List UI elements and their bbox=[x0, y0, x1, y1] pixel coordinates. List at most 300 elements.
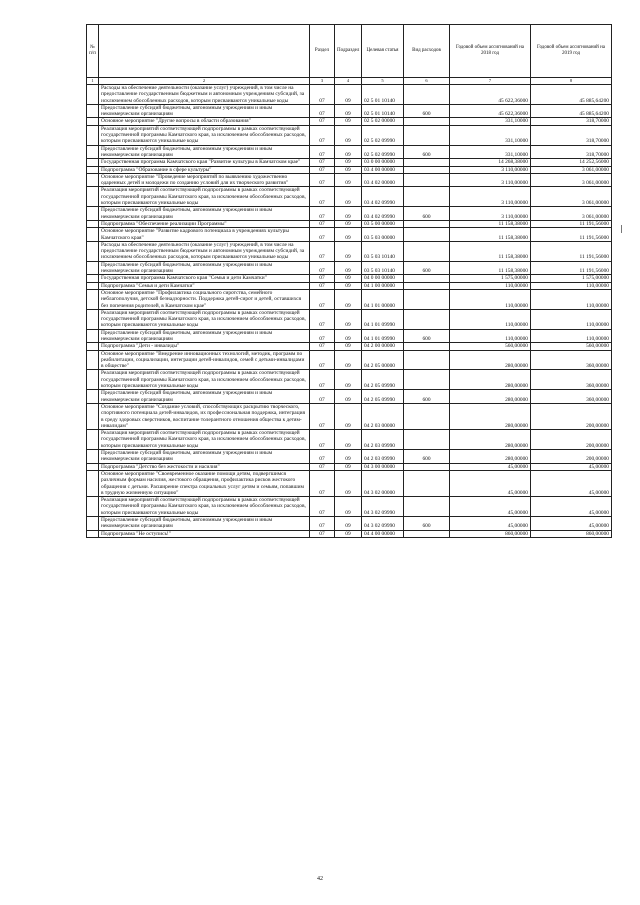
row-value-2018: 110,00000 bbox=[450, 309, 531, 329]
row-value-2019: 45 885,64200 bbox=[531, 104, 612, 118]
row-value-2019: 110,00000 bbox=[531, 289, 612, 309]
table-row bbox=[87, 390, 612, 404]
row-value-2019: 11 191,56000 bbox=[531, 228, 612, 242]
row-target-code: 03 5 03 10140 bbox=[362, 261, 404, 275]
table-row bbox=[87, 309, 612, 329]
table-row bbox=[87, 343, 612, 350]
row-vid: 600 bbox=[404, 450, 450, 464]
table-row bbox=[87, 241, 612, 261]
row-razdel: 07 bbox=[310, 450, 335, 464]
column-number: 8 bbox=[531, 78, 612, 85]
row-name: Предоставление субсидий бюджетным, автономным учреждениям и иным некоммерческим организациям bbox=[99, 207, 310, 221]
table-row bbox=[87, 187, 612, 207]
table-row bbox=[87, 403, 612, 429]
row-target-code: 04 2 03 09990 bbox=[362, 430, 404, 450]
row-name: Основное мероприятие "Создание условий, способствующих раскрытию творческого, спортивного потенциала детей-инвалидов, их профессиональная поддержка, интеграция в среду здоровых сверстников, воспитание толерантного отношения общества к детям-инвалидам" bbox=[99, 403, 310, 429]
row-name: Подпрограмма "Семья и дети Камчатки" bbox=[99, 282, 310, 289]
row-vid: 600 bbox=[404, 104, 450, 118]
row-num bbox=[87, 85, 99, 105]
row-target-code: 04 2 00 00000 bbox=[362, 343, 404, 350]
row-target-code: 04 1 01 09990 bbox=[362, 309, 404, 329]
row-num bbox=[87, 370, 99, 390]
row-value-2019: 3 061,00000 bbox=[531, 166, 612, 173]
table-row bbox=[87, 261, 612, 275]
row-target-code: 02 5 01 10140 bbox=[362, 85, 404, 105]
row-value-2019: 860,00000 bbox=[531, 530, 612, 537]
table-row bbox=[87, 282, 612, 289]
row-value-2019: 14 252,56000 bbox=[531, 159, 612, 166]
row-value-2019: 45,00000 bbox=[531, 517, 612, 531]
row-value-2019: 110,00000 bbox=[531, 309, 612, 329]
header-2019: Годовой объем ассигнований на 2019 год bbox=[531, 25, 612, 78]
row-name: Предоставление субсидий бюджетным, автономным учреждениям и иным некоммерческим организациям bbox=[99, 145, 310, 159]
row-value-2018: 110,00000 bbox=[450, 289, 531, 309]
table-row bbox=[87, 228, 612, 242]
row-num bbox=[87, 159, 99, 166]
row-target-code: 03 5 03 00000 bbox=[362, 228, 404, 242]
row-target-code: 03 4 02 09990 bbox=[362, 207, 404, 221]
row-num bbox=[87, 450, 99, 464]
row-value-2018: 3 110,00000 bbox=[450, 166, 531, 173]
row-num bbox=[87, 207, 99, 221]
row-vid bbox=[404, 530, 450, 537]
row-vid: 600 bbox=[404, 145, 450, 159]
row-name: Реализация мероприятий соответствующей подпрограммы в рамках соответствующей государственной программы Камчатского края, за исключением обособленных расходов, которым присваиваются уникальные коды bbox=[99, 125, 310, 145]
row-razdel: 07 bbox=[310, 118, 335, 125]
row-value-2019: 560,00000 bbox=[531, 343, 612, 350]
row-target-code: 04 3 02 09990 bbox=[362, 497, 404, 517]
row-podrazdel: 09 bbox=[335, 261, 362, 275]
row-name: Государственная программа Камчатского края "Семья и дети Камчатки" bbox=[99, 275, 310, 282]
table-row bbox=[87, 463, 612, 470]
row-value-2019: 200,00000 bbox=[531, 403, 612, 429]
row-num bbox=[87, 329, 99, 343]
row-podrazdel: 09 bbox=[335, 309, 362, 329]
table-row bbox=[87, 497, 612, 517]
row-target-code: 04 3 02 00000 bbox=[362, 470, 404, 496]
row-razdel: 07 bbox=[310, 261, 335, 275]
row-vid bbox=[404, 85, 450, 105]
row-value-2019: 110,00000 bbox=[531, 282, 612, 289]
row-num bbox=[87, 104, 99, 118]
scan-edge-mark bbox=[621, 225, 622, 233]
row-podrazdel: 09 bbox=[335, 289, 362, 309]
row-vid: 600 bbox=[404, 390, 450, 404]
row-num bbox=[87, 187, 99, 207]
row-podrazdel: 09 bbox=[335, 370, 362, 390]
column-number-row bbox=[87, 78, 612, 85]
row-name: Предоставление субсидий бюджетным, автономным учреждениям и иным некоммерческим организациям bbox=[99, 104, 310, 118]
row-value-2019: 360,00000 bbox=[531, 390, 612, 404]
row-target-code: 04 2 03 09990 bbox=[362, 450, 404, 464]
row-razdel: 07 bbox=[310, 166, 335, 173]
row-num bbox=[87, 220, 99, 227]
row-razdel: 07 bbox=[310, 463, 335, 470]
row-value-2018: 45 622,36000 bbox=[450, 104, 531, 118]
row-podrazdel: 09 bbox=[335, 187, 362, 207]
table-row bbox=[87, 275, 612, 282]
row-name: Государственная программа Камчатского края "Развитие культуры в Камчатском крае" bbox=[99, 159, 310, 166]
row-podrazdel: 09 bbox=[335, 85, 362, 105]
row-vid bbox=[404, 241, 450, 261]
column-number: 4 bbox=[335, 78, 362, 85]
table-row bbox=[87, 159, 612, 166]
row-name: Основное мероприятие "Внедрение инновационных технологий, методик, программ по реабилитации, социализации, интеграции детей-инвалидов, семей с детьми-инвалидами в обществе" bbox=[99, 350, 310, 370]
row-razdel: 07 bbox=[310, 329, 335, 343]
row-vid bbox=[404, 350, 450, 370]
row-vid: 600 bbox=[404, 261, 450, 275]
row-name: Реализация мероприятий соответствующей подпрограммы в рамках соответствующей государственной программы Камчатского края, за исключением обособленных расходов, которым присваиваются уникальные коды bbox=[99, 309, 310, 329]
row-value-2018: 11 158,38000 bbox=[450, 261, 531, 275]
row-value-2018: 45,00000 bbox=[450, 463, 531, 470]
row-num bbox=[87, 125, 99, 145]
table-row bbox=[87, 220, 612, 227]
row-podrazdel: 09 bbox=[335, 430, 362, 450]
row-target-code: 03 5 00 00000 bbox=[362, 220, 404, 227]
row-value-2018: 280,00000 bbox=[450, 350, 531, 370]
row-value-2018: 11 158,38000 bbox=[450, 220, 531, 227]
row-name: Реализация мероприятий соответствующей подпрограммы в рамках соответствующей государственной программы Камчатского края, за исключением обособленных расходов, которым присваиваются уникальные коды bbox=[99, 430, 310, 450]
row-name: Реализация мероприятий соответствующей подпрограммы в рамках соответствующей государственной программы Камчатского края, за исключением обособленных расходов, которым присваиваются уникальные коды bbox=[99, 497, 310, 517]
row-name: Основное мероприятие "Развитие кадрового потенциала в учреждениях культуры Камчатского края" bbox=[99, 228, 310, 242]
row-value-2018: 331,10000 bbox=[450, 145, 531, 159]
row-value-2019: 1 575,00000 bbox=[531, 275, 612, 282]
row-value-2019: 318,70000 bbox=[531, 118, 612, 125]
row-num bbox=[87, 390, 99, 404]
row-razdel: 07 bbox=[310, 289, 335, 309]
row-value-2018: 280,00000 bbox=[450, 390, 531, 404]
row-target-code: 04 1 00 00000 bbox=[362, 282, 404, 289]
row-vid bbox=[404, 470, 450, 496]
row-target-code: 03 4 02 00000 bbox=[362, 173, 404, 187]
row-num bbox=[87, 517, 99, 531]
table-row bbox=[87, 289, 612, 309]
row-podrazdel: 09 bbox=[335, 220, 362, 227]
row-razdel: 07 bbox=[310, 309, 335, 329]
header-razdel: Раздел bbox=[310, 25, 335, 78]
row-razdel: 07 bbox=[310, 403, 335, 429]
row-vid bbox=[404, 118, 450, 125]
row-value-2018: 331,10000 bbox=[450, 118, 531, 125]
row-razdel: 07 bbox=[310, 145, 335, 159]
table-row bbox=[87, 530, 612, 537]
row-razdel: 07 bbox=[310, 530, 335, 537]
row-razdel: 07 bbox=[310, 220, 335, 227]
row-value-2018: 280,00000 bbox=[450, 430, 531, 450]
row-target-code: 04 2 05 09990 bbox=[362, 390, 404, 404]
row-vid bbox=[404, 403, 450, 429]
column-number: 3 bbox=[310, 78, 335, 85]
row-name: Предоставление субсидий бюджетным, автономным учреждениям и иным некоммерческим организациям bbox=[99, 517, 310, 531]
row-value-2018: 11 158,38000 bbox=[450, 241, 531, 261]
row-value-2019: 45,00000 bbox=[531, 497, 612, 517]
row-name: Предоставление субсидий бюджетным, автономным учреждениям и иным некоммерческим организациям bbox=[99, 261, 310, 275]
row-value-2018: 110,00000 bbox=[450, 329, 531, 343]
table-row bbox=[87, 350, 612, 370]
row-target-code: 03 4 00 00000 bbox=[362, 166, 404, 173]
header-row bbox=[87, 25, 612, 78]
row-vid bbox=[404, 125, 450, 145]
row-num bbox=[87, 145, 99, 159]
row-num bbox=[87, 497, 99, 517]
row-podrazdel: 09 bbox=[335, 390, 362, 404]
row-value-2019: 45,00000 bbox=[531, 470, 612, 496]
row-value-2018: 280,00000 bbox=[450, 450, 531, 464]
row-podrazdel: 09 bbox=[335, 282, 362, 289]
row-value-2019: 360,00000 bbox=[531, 350, 612, 370]
row-razdel: 07 bbox=[310, 282, 335, 289]
row-razdel: 07 bbox=[310, 497, 335, 517]
row-podrazdel: 09 bbox=[335, 517, 362, 531]
row-target-code: 04 3 00 00000 bbox=[362, 463, 404, 470]
row-value-2019: 200,00000 bbox=[531, 430, 612, 450]
row-razdel: 07 bbox=[310, 430, 335, 450]
row-value-2018: 560,00000 bbox=[450, 343, 531, 350]
row-vid bbox=[404, 370, 450, 390]
row-value-2019: 3 061,00000 bbox=[531, 207, 612, 221]
header-2018: Годовой объем ассигнований на 2018 год bbox=[450, 25, 531, 78]
row-razdel: 07 bbox=[310, 370, 335, 390]
row-name: Подпрограмма "Дети - инвалиды" bbox=[99, 343, 310, 350]
row-value-2018: 3 110,00000 bbox=[450, 173, 531, 187]
row-podrazdel: 09 bbox=[335, 497, 362, 517]
row-vid bbox=[404, 282, 450, 289]
column-number: 7 bbox=[450, 78, 531, 85]
row-razdel: 07 bbox=[310, 104, 335, 118]
row-value-2018: 331,10000 bbox=[450, 125, 531, 145]
row-name: Основное мероприятие "Проведение мероприятий по выявлению художественно одаренных детей и молодежи по созданию условий для их творческого развития" bbox=[99, 173, 310, 187]
row-vid bbox=[404, 497, 450, 517]
table-row bbox=[87, 166, 612, 173]
row-value-2019: 360,00000 bbox=[531, 370, 612, 390]
row-razdel: 07 bbox=[310, 85, 335, 105]
row-vid bbox=[404, 463, 450, 470]
row-num bbox=[87, 403, 99, 429]
row-value-2019: 110,00000 bbox=[531, 329, 612, 343]
row-num bbox=[87, 530, 99, 537]
row-podrazdel: 09 bbox=[335, 403, 362, 429]
row-podrazdel: 09 bbox=[335, 275, 362, 282]
row-num bbox=[87, 289, 99, 309]
row-podrazdel: 09 bbox=[335, 350, 362, 370]
row-vid bbox=[404, 309, 450, 329]
row-num bbox=[87, 430, 99, 450]
table-row bbox=[87, 470, 612, 496]
row-name: Предоставление субсидий бюджетным, автономным учреждениям и иным некоммерческим организациям bbox=[99, 450, 310, 464]
row-value-2019: 318,70000 bbox=[531, 145, 612, 159]
row-num bbox=[87, 350, 99, 370]
row-value-2019: 45,00000 bbox=[531, 463, 612, 470]
row-num bbox=[87, 228, 99, 242]
row-value-2018: 860,00000 bbox=[450, 530, 531, 537]
row-num bbox=[87, 166, 99, 173]
row-vid: 600 bbox=[404, 207, 450, 221]
row-value-2018: 280,00000 bbox=[450, 403, 531, 429]
row-razdel: 07 bbox=[310, 173, 335, 187]
row-razdel: 07 bbox=[310, 350, 335, 370]
table-row bbox=[87, 104, 612, 118]
row-vid bbox=[404, 166, 450, 173]
row-vid bbox=[404, 343, 450, 350]
row-value-2018: 14 268,38000 bbox=[450, 159, 531, 166]
column-number: 1 bbox=[87, 78, 99, 85]
row-vid bbox=[404, 430, 450, 450]
row-num bbox=[87, 470, 99, 496]
table-row bbox=[87, 145, 612, 159]
row-razdel: 07 bbox=[310, 470, 335, 496]
row-num bbox=[87, 343, 99, 350]
row-razdel: 07 bbox=[310, 228, 335, 242]
row-podrazdel: 09 bbox=[335, 241, 362, 261]
row-podrazdel: 09 bbox=[335, 118, 362, 125]
row-razdel: 07 bbox=[310, 125, 335, 145]
row-num bbox=[87, 282, 99, 289]
row-name: Предоставление субсидий бюджетным, автономным учреждениям и иным некоммерческим организациям bbox=[99, 329, 310, 343]
table-row bbox=[87, 207, 612, 221]
row-podrazdel: 09 bbox=[335, 145, 362, 159]
row-target-code: 04 2 05 00000 bbox=[362, 350, 404, 370]
row-podrazdel: 09 bbox=[335, 228, 362, 242]
row-podrazdel: 09 bbox=[335, 125, 362, 145]
row-value-2019: 11 191,56000 bbox=[531, 241, 612, 261]
row-num bbox=[87, 261, 99, 275]
row-name: Подпрограмма "Обеспечение реализации Программы" bbox=[99, 220, 310, 227]
row-target-code: 03 4 02 09990 bbox=[362, 187, 404, 207]
table-row bbox=[87, 85, 612, 105]
row-value-2018: 1 575,00000 bbox=[450, 275, 531, 282]
row-name: Подпрограмма "Образование в сфере культуры" bbox=[99, 166, 310, 173]
table-row bbox=[87, 118, 612, 125]
row-target-code: 04 0 00 00000 bbox=[362, 275, 404, 282]
table-row bbox=[87, 450, 612, 464]
row-value-2019: 45 885,64200 bbox=[531, 85, 612, 105]
budget-table bbox=[86, 24, 612, 538]
row-podrazdel: 09 bbox=[335, 166, 362, 173]
table-row bbox=[87, 370, 612, 390]
row-podrazdel: 09 bbox=[335, 159, 362, 166]
row-target-code: 03 5 03 10140 bbox=[362, 241, 404, 261]
row-vid bbox=[404, 228, 450, 242]
table-row bbox=[87, 517, 612, 531]
row-target-code: 04 3 02 09990 bbox=[362, 517, 404, 531]
row-podrazdel: 09 bbox=[335, 329, 362, 343]
table-row bbox=[87, 173, 612, 187]
row-podrazdel: 09 bbox=[335, 207, 362, 221]
table-row bbox=[87, 430, 612, 450]
row-name: Предоставление субсидий бюджетным, автономным учреждениям и иным некоммерческим организациям bbox=[99, 390, 310, 404]
row-value-2019: 11 191,56000 bbox=[531, 220, 612, 227]
row-value-2018: 110,00000 bbox=[450, 282, 531, 289]
row-vid: 600 bbox=[404, 517, 450, 531]
row-target-code: 02 5 01 10140 bbox=[362, 104, 404, 118]
row-num bbox=[87, 275, 99, 282]
row-target-code: 04 1 01 09990 bbox=[362, 329, 404, 343]
row-name: Подпрограмма "Не оступись!" bbox=[99, 530, 310, 537]
row-razdel: 07 bbox=[310, 343, 335, 350]
row-vid bbox=[404, 159, 450, 166]
row-num bbox=[87, 241, 99, 261]
row-value-2019: 3 061,00000 bbox=[531, 187, 612, 207]
row-value-2018: 45,00000 bbox=[450, 497, 531, 517]
row-target-code: 04 2 03 00000 bbox=[362, 403, 404, 429]
row-razdel: 07 bbox=[310, 159, 335, 166]
row-name: Основное мероприятие "Другие вопросы в области образования" bbox=[99, 118, 310, 125]
row-podrazdel: 09 bbox=[335, 173, 362, 187]
row-podrazdel: 09 bbox=[335, 463, 362, 470]
budget-sheet bbox=[86, 24, 611, 538]
row-podrazdel: 09 bbox=[335, 343, 362, 350]
row-value-2018: 280,00000 bbox=[450, 370, 531, 390]
row-razdel: 07 bbox=[310, 241, 335, 261]
row-razdel: 07 bbox=[310, 275, 335, 282]
row-value-2018: 45,00000 bbox=[450, 517, 531, 531]
row-vid bbox=[404, 220, 450, 227]
row-value-2018: 11 158,38000 bbox=[450, 228, 531, 242]
row-name: Основное мероприятие "Своевременное оказание помощи детям, подвергшимся различным формам насилия, жестокого обращения, профилактика рисков жестокого обращения с детьми. Расширение спектра социальных услуг детям и семьям, попавшим в трудную жизненную ситуацию" bbox=[99, 470, 310, 496]
row-razdel: 07 bbox=[310, 207, 335, 221]
row-num bbox=[87, 173, 99, 187]
row-vid: 600 bbox=[404, 329, 450, 343]
row-target-code: 03 0 00 00000 bbox=[362, 159, 404, 166]
row-value-2018: 45,00000 bbox=[450, 470, 531, 496]
row-target-code: 04 4 00 00000 bbox=[362, 530, 404, 537]
row-target-code: 04 1 01 00000 bbox=[362, 289, 404, 309]
row-podrazdel: 09 bbox=[335, 470, 362, 496]
column-number: 6 bbox=[404, 78, 450, 85]
row-vid bbox=[404, 187, 450, 207]
table-row bbox=[87, 329, 612, 343]
row-num bbox=[87, 463, 99, 470]
row-value-2018: 45 622,36000 bbox=[450, 85, 531, 105]
header-target: Целевая статья bbox=[362, 25, 404, 78]
page-number: 42 bbox=[317, 876, 323, 882]
row-target-code: 02 5 02 09990 bbox=[362, 145, 404, 159]
header-podrazdel: Подраздел bbox=[335, 25, 362, 78]
row-value-2019: 11 191,56000 bbox=[531, 261, 612, 275]
row-name: Реализация мероприятий соответствующей подпрограммы в рамках соответствующей государственной программы Камчатского края, за исключением обособленных расходов, которым присваиваются уникальные коды bbox=[99, 370, 310, 390]
row-value-2019: 318,70000 bbox=[531, 125, 612, 145]
row-num bbox=[87, 309, 99, 329]
row-vid bbox=[404, 173, 450, 187]
row-num bbox=[87, 118, 99, 125]
header-num: № п/п bbox=[87, 25, 99, 78]
header-vid: Вид расходов bbox=[404, 25, 450, 78]
row-name: Расходы на обеспечение деятельности (оказание услуг) учреждений, в том числе на предоставление государственным бюджетным и автономным учреждениям субсидий, за исключением обособленных расходов, которым присваиваются уникальные коды bbox=[99, 85, 310, 105]
table-row bbox=[87, 125, 612, 145]
column-number: 2 bbox=[99, 78, 310, 85]
row-value-2019: 200,00000 bbox=[531, 450, 612, 464]
row-value-2018: 3 110,00000 bbox=[450, 187, 531, 207]
row-razdel: 07 bbox=[310, 390, 335, 404]
row-podrazdel: 09 bbox=[335, 530, 362, 537]
row-value-2018: 3 110,00000 bbox=[450, 207, 531, 221]
row-value-2019: 3 061,00000 bbox=[531, 173, 612, 187]
row-name: Реализация мероприятий соответствующей подпрограммы в рамках соответствующей государственной программы Камчатского края, за исключением обособленных расходов, которым присваиваются уникальные коды bbox=[99, 187, 310, 207]
column-number: 5 bbox=[362, 78, 404, 85]
row-podrazdel: 09 bbox=[335, 104, 362, 118]
row-razdel: 07 bbox=[310, 187, 335, 207]
row-vid bbox=[404, 289, 450, 309]
row-razdel: 07 bbox=[310, 517, 335, 531]
row-podrazdel: 09 bbox=[335, 450, 362, 464]
row-name: Подпрограмма "Детство без жестокости и насилия" bbox=[99, 463, 310, 470]
row-target-code: 04 2 05 09990 bbox=[362, 370, 404, 390]
row-target-code: 02 5 02 09990 bbox=[362, 125, 404, 145]
row-target-code: 02 5 02 00000 bbox=[362, 118, 404, 125]
row-name: Основное мероприятие "Профилактика социального сиротства, семейного неблагополучия, детской безнадзорности. Поддержка детей-сирот и детей, оставшихся без попечения родителей, в Камчатском крае" bbox=[99, 289, 310, 309]
header-name bbox=[99, 25, 310, 78]
row-vid bbox=[404, 275, 450, 282]
